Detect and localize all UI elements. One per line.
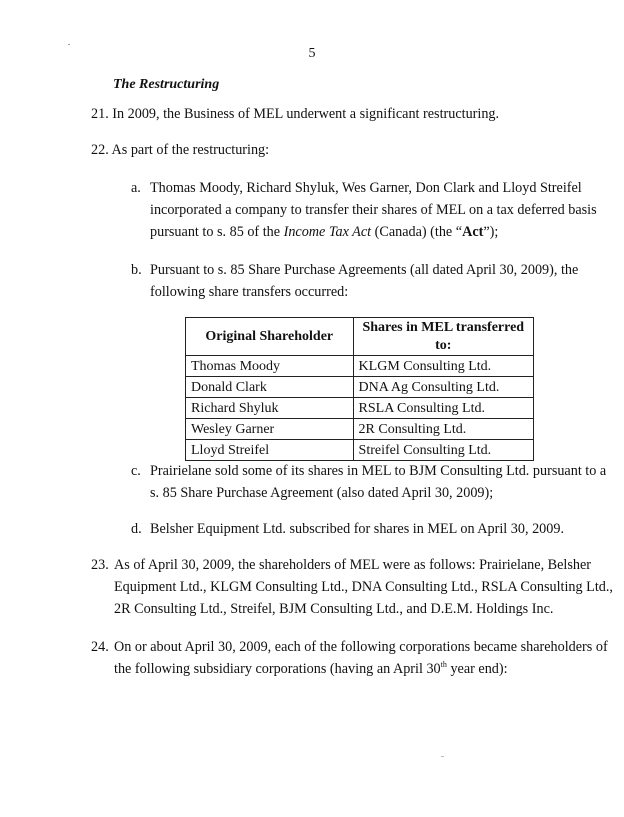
- paragraph-21: [91, 106, 499, 123]
- table-header-row: [186, 318, 534, 356]
- item-text-line: Thomas Moody, Richard Shyluk, Wes Garner, Don Clark and Lloyd Streifel: [150, 180, 582, 196]
- share-transfer-table: [185, 317, 534, 461]
- cell-shareholder: Thomas Moody: [186, 356, 354, 377]
- table-row: [186, 419, 534, 440]
- defined-term: Act: [462, 224, 484, 240]
- cell-transferee: DNA Ag Consulting Ltd.: [353, 377, 533, 398]
- page-number: 5: [308, 46, 316, 61]
- item-label: a.: [131, 180, 141, 196]
- section-heading: The Restructuring: [113, 77, 220, 92]
- paragraph-text-line: On or about April 30, 2009, each of the following corporations became shareholders of: [114, 639, 608, 655]
- cell-transferee: 2R Consulting Ltd.: [353, 419, 533, 440]
- cell-shareholder: Donald Clark: [186, 377, 354, 398]
- paragraph-number: 24.: [91, 639, 109, 655]
- text: (Canada) (the “: [371, 224, 463, 240]
- scan-artifact: [441, 756, 444, 757]
- item-text-line: Pursuant to s. 85 Share Purchase Agreements (all dated April 30, 2009), the: [150, 262, 579, 278]
- table-row: [186, 377, 534, 398]
- item-text-line: incorporated a company to transfer their shares of MEL on a tax deferred basis: [150, 202, 597, 218]
- paragraph-22: [91, 142, 269, 159]
- table-row: [186, 356, 534, 377]
- cell-transferee: KLGM Consulting Ltd.: [353, 356, 533, 377]
- act-title: Income Tax Act: [283, 224, 372, 240]
- cell-shareholder: Richard Shyluk: [186, 398, 354, 419]
- table-row: [186, 440, 534, 461]
- item-text-line: following share transfers occurred:: [150, 284, 349, 300]
- paragraph-number: 22.: [91, 142, 109, 158]
- paragraph-text-line: [114, 661, 508, 678]
- text: pursuant to s. 85 of the: [150, 224, 284, 240]
- item-label: c.: [131, 463, 141, 479]
- item-text-line: Belsher Equipment Ltd. subscribed for shares in MEL on April 30, 2009.: [150, 521, 564, 537]
- item-label: b.: [131, 262, 142, 278]
- paragraph-text-line: As of April 30, 2009, the shareholders of MEL were as follows: Prairielane, Belsher: [114, 557, 592, 573]
- text: ”);: [483, 224, 499, 240]
- cell-shareholder: Wesley Garner: [186, 419, 354, 440]
- text: year end):: [446, 661, 508, 677]
- paragraph-text: As part of the restructuring:: [111, 142, 270, 158]
- paragraph-number: 21.: [91, 106, 109, 122]
- item-text-line: [150, 224, 498, 241]
- text: the following subsidiary corporations (having an April 30: [114, 661, 441, 677]
- scan-artifact: [68, 44, 70, 45]
- item-text-line: s. 85 Share Purchase Agreement (also dated April 30, 2009);: [150, 485, 494, 501]
- paragraph-number: 23.: [91, 557, 109, 573]
- paragraph-text-line: Equipment Ltd., KLGM Consulting Ltd., DNA Consulting Ltd., RSLA Consulting Ltd.,: [114, 579, 613, 595]
- paragraph-text-line: 2R Consulting Ltd., Streifel, BJM Consulting Ltd., and D.E.M. Holdings Inc.: [114, 601, 554, 617]
- cell-transferee: Streifel Consulting Ltd.: [353, 440, 533, 461]
- column-header-transferee: Shares in MEL transferred to:: [353, 318, 533, 356]
- item-text-line: Prairielane sold some of its shares in MEL to BJM Consulting Ltd. pursuant to a: [150, 463, 607, 479]
- paragraph-text: In 2009, the Business of MEL underwent a significant restructuring.: [112, 106, 500, 122]
- cell-transferee: RSLA Consulting Ltd.: [353, 398, 533, 419]
- ordinal-suffix: th: [440, 660, 447, 669]
- cell-shareholder: Lloyd Streifel: [186, 440, 354, 461]
- table-row: [186, 398, 534, 419]
- column-header-original-shareholder: Original Shareholder: [186, 318, 354, 356]
- item-label: d.: [131, 521, 142, 537]
